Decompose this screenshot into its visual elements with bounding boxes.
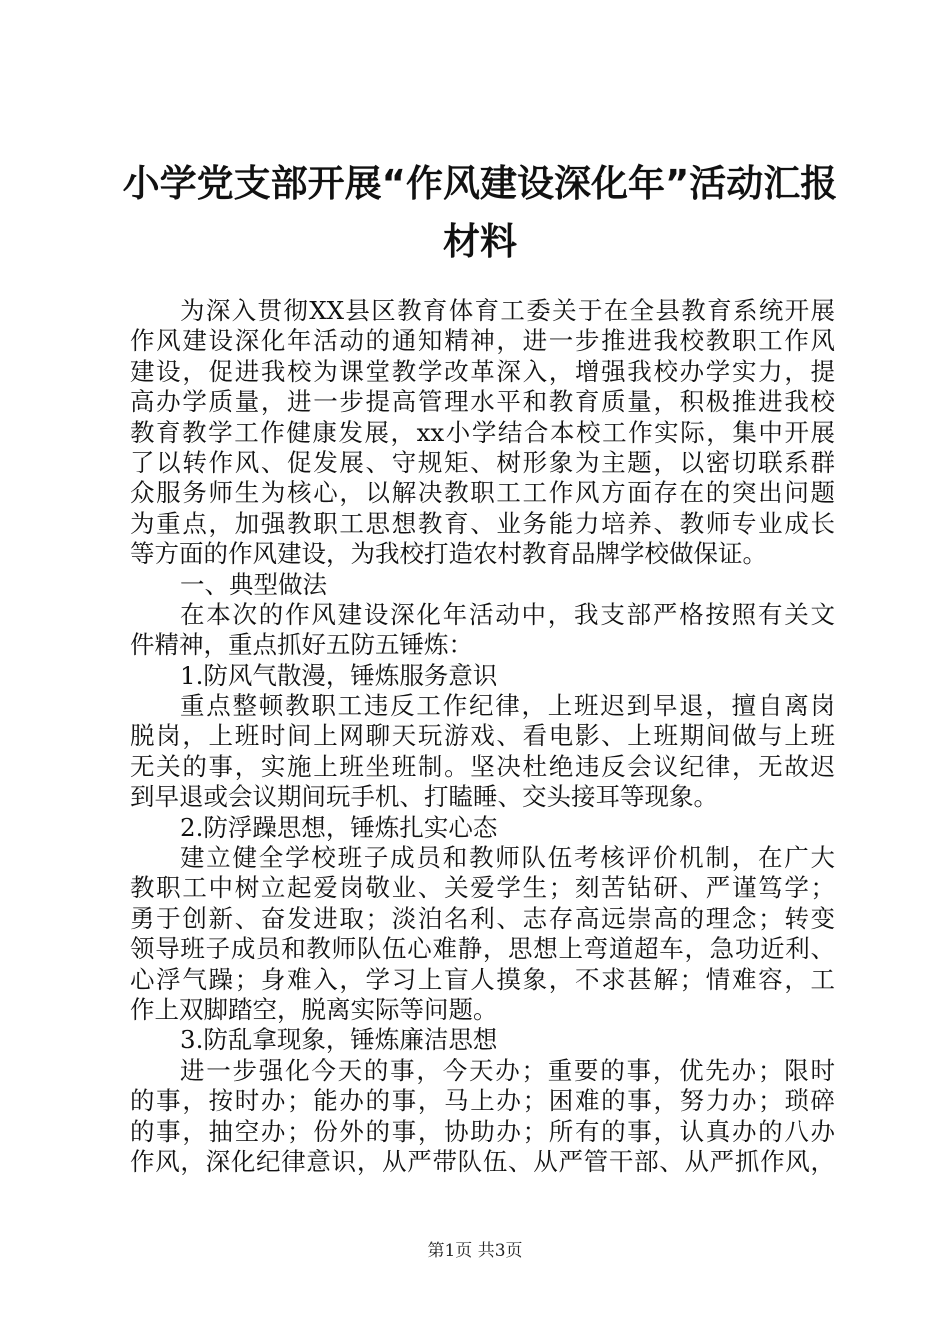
paragraph-line: 为深入贯彻XX县区教育体育工委关于在全县教育系统开展 [180,296,835,325]
document-title-line-1: 小学党支部开展“作风建设深化年”活动汇报 [122,162,838,205]
paragraph-line: 教职工中树立起爱岗敬业、关爱学生；刻苦钻研、严谨笃学； [130,873,835,903]
subsection-heading: 2.防浮躁思想，锤炼扎实心态 [180,812,498,842]
paragraph-line: 在本次的作风建设深化年活动中，我支部严格按照有关文 [180,599,835,629]
paragraph-line: 作风建设深化年活动的通知精神，进一步推进我校教职工作风 [130,326,835,356]
paragraph-line: 到早退或会议期间玩手机、打瞌睡、交头接耳等现象。 [130,782,718,812]
paragraph-line: 建立健全学校班子成员和教师队伍考核评价机制，在广大 [180,843,835,873]
paragraph-line: 领导班子成员和教师队伍心难静，思想上弯道超车，急功近利、 [130,934,835,964]
paragraph-line: 教育教学工作健康发展，xx小学结合本校工作实际，集中开展 [130,417,835,447]
paragraph-line: 脱岗，上班时间上网聊天玩游戏、看电影、上班期间做与上班 [130,721,835,751]
paragraph-line: 建设，促进我校为课堂教学改革深入，增强我校办学实力，提 [130,356,835,386]
paragraph-line: 的事，抽空办；份外的事，协助办；所有的事，认真办的八办 [130,1116,835,1146]
paragraph-line: 众服务师生为核心，以解决教职工工作风方面存在的突出问题 [130,478,835,508]
paragraph-line: 作上双脚踏空，脱离实际等问题。 [130,994,498,1024]
subsection-heading: 1.防风气散漫，锤炼服务意识 [180,660,498,690]
section-heading: 一、典型做法 [180,569,327,599]
document-body [130,296,835,1177]
paragraph-line: 心浮气躁；身难入，学习上盲人摸象，不求甚解；情难容，工 [130,964,835,994]
paragraph-line: 件精神，重点抓好五防五锤炼： [130,630,473,660]
document-title-line-2: 材料 [443,220,517,263]
page-number-footer: 第1页 共3页 [427,1241,523,1261]
paragraph-line: 勇于创新、奋发进取；淡泊名利、志存高远崇高的理念；转变 [130,903,835,933]
paragraph-line: 高办学质量，进一步提高管理水平和教育质量，积极推进我校 [130,387,835,417]
paragraph-line: 的事，按时办；能办的事，马上办；困难的事，努力办；琐碎 [130,1086,835,1116]
paragraph-line: 重点整顿教职工违反工作纪律，上班迟到早退，擅自离岗 [180,691,835,721]
paragraph-line: 无关的事，实施上班坐班制。坚决杜绝违反会议纪律，无故迟 [130,751,835,781]
paragraph-line: 等方面的作风建设，为我校打造农村教育品牌学校做保证。 [130,539,767,569]
subsection-heading: 3.防乱拿现象，锤炼廉洁思想 [180,1025,498,1055]
paragraph-line: 为重点，加强教职工思想教育、业务能力培养、教师专业成长 [130,508,835,538]
paragraph-line: 了以转作风、促发展、守规矩、树形象为主题，以密切联系群 [130,447,835,477]
paragraph-line: 进一步强化今天的事，今天办；重要的事，优先办；限时 [180,1055,835,1085]
paragraph-line: 作风，深化纪律意识，从严带队伍、从严管干部、从严抓作风， [130,1146,835,1176]
